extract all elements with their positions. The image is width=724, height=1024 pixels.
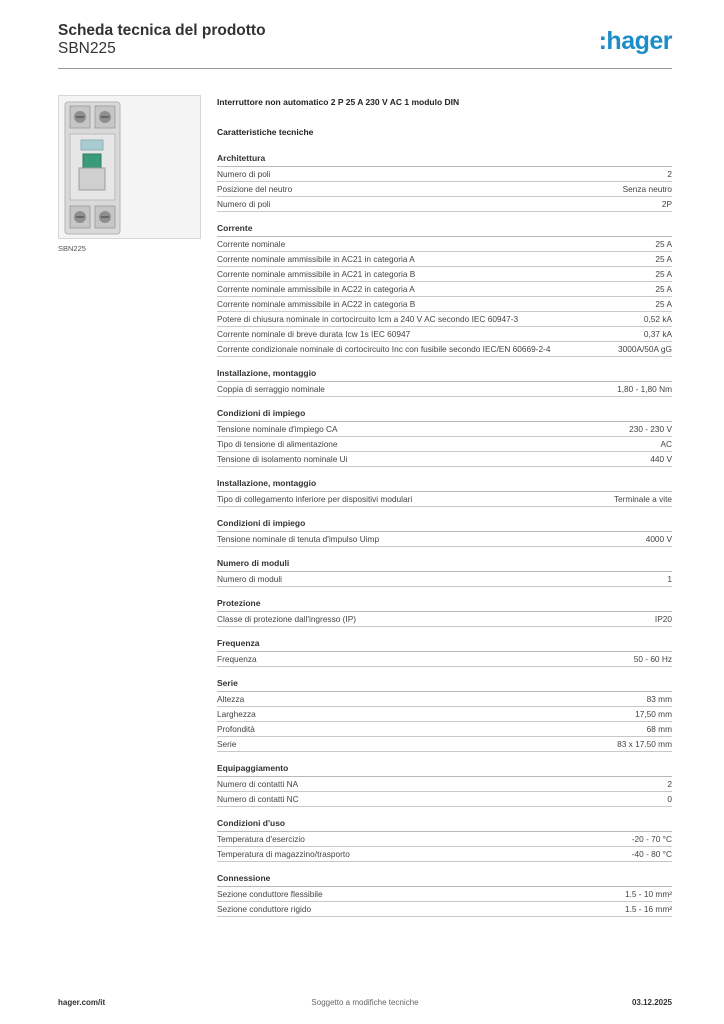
spec-label: Larghezza <box>217 709 256 719</box>
document-title: Scheda tecnica del prodotto <box>58 22 266 39</box>
spec-label: Posizione del neutro <box>217 184 293 194</box>
spec-value: 83 x 17.50 mm <box>617 739 672 749</box>
spec-row <box>217 847 672 862</box>
circuit-switch-illustration <box>59 96 200 238</box>
section-title: Connessione <box>217 872 672 887</box>
spec-value: 2 <box>667 779 672 789</box>
spec-label: Numero di poli <box>217 169 271 179</box>
spec-row <box>217 267 672 282</box>
section-title: Installazione, montaggio <box>217 367 672 382</box>
section-title: Protezione <box>217 597 672 612</box>
spec-label: Sezione conduttore rigido <box>217 904 312 914</box>
spec-value: 2 <box>667 169 672 179</box>
spec-row <box>217 182 672 197</box>
spec-row <box>217 707 672 722</box>
hager-logo: :hager <box>598 27 672 55</box>
section-title: Architettura <box>217 152 672 167</box>
spec-value: 25 A <box>655 269 672 279</box>
spec-value: 0 <box>667 794 672 804</box>
spec-value: Senza neutro <box>622 184 672 194</box>
spec-label: Numero di poli <box>217 199 271 209</box>
spec-row <box>217 167 672 182</box>
spec-value: 3000A/50A gG <box>618 344 672 354</box>
spec-row <box>217 327 672 342</box>
spec-row <box>217 572 672 587</box>
footer-disclaimer: Soggetto a modifiche tecniche <box>311 998 419 1007</box>
spec-row <box>217 692 672 707</box>
section-title: Equipaggiamento <box>217 762 672 777</box>
spec-sections <box>217 152 672 917</box>
product-title: Interruttore non automatico 2 P 25 A 230 V AC 1 modulo DIN <box>217 97 460 107</box>
spec-row <box>217 297 672 312</box>
spec-label: Tensione nominale d'impiego CA <box>217 424 338 434</box>
spec-row <box>217 792 672 807</box>
spec-row <box>217 382 672 397</box>
spec-value: AC <box>660 439 672 449</box>
spec-value: 0,52 kA <box>643 314 672 324</box>
spec-row <box>217 832 672 847</box>
spec-value: 4000 V <box>645 534 672 544</box>
product-image <box>58 95 201 239</box>
spec-heading: Caratteristiche tecniche <box>217 127 314 137</box>
spec-value: 230 - 230 V <box>629 424 672 434</box>
spec-value: 17,50 mm <box>635 709 672 719</box>
page-header <box>58 22 672 68</box>
spec-value: 83 mm <box>646 694 672 704</box>
spec-label: Coppia di serraggio nominale <box>217 384 325 394</box>
spec-label: Sezione conduttore flessibile <box>217 889 323 899</box>
spec-value: 1.5 - 10 mm² <box>624 889 672 899</box>
spec-row <box>217 422 672 437</box>
section-title: Frequenza <box>217 637 672 652</box>
spec-row <box>217 532 672 547</box>
spec-row <box>217 722 672 737</box>
spec-row <box>217 312 672 327</box>
spec-row <box>217 342 672 357</box>
footer-website: hager.com/it <box>58 998 106 1007</box>
spec-label: Temperatura di magazzino/trasporto <box>217 849 350 859</box>
spec-row <box>217 197 672 212</box>
spec-value: 50 - 60 Hz <box>633 654 672 664</box>
spec-label: Altezza <box>217 694 245 704</box>
spec-label: Corrente nominale ammissibile in AC21 in categoria A <box>217 254 415 264</box>
section-title: Numero di moduli <box>217 557 672 572</box>
section-title: Condizioni di impiego <box>217 407 672 422</box>
spec-row <box>217 437 672 452</box>
spec-row <box>217 737 672 752</box>
spec-value: 25 A <box>655 284 672 294</box>
spec-value: 25 A <box>655 239 672 249</box>
spec-label: Corrente condizionale nominale di cortocircuito Inc con fusibile secondo IEC/EN 60669-2-4 <box>217 344 551 354</box>
spec-label: Corrente nominale ammissibile in AC22 in categoria B <box>217 299 416 309</box>
spec-label: Classe di protezione dall'ingresso (IP) <box>217 614 357 624</box>
section-title: Condizioni di impiego <box>217 517 672 532</box>
spec-value: -20 - 70 °C <box>631 834 672 844</box>
spec-value: 25 A <box>655 254 672 264</box>
spec-label: Corrente nominale di breve durata Icw 1s IEC 60947 <box>217 329 411 339</box>
spec-value: -40 - 80 °C <box>631 849 672 859</box>
spec-label: Numero di moduli <box>217 574 283 584</box>
spec-label: Numero di contatti NA <box>217 779 299 789</box>
section-title: Corrente <box>217 222 672 237</box>
spec-value: 0,37 kA <box>643 329 672 339</box>
spec-label: Corrente nominale <box>217 239 286 249</box>
product-code: SBN225 <box>58 40 116 57</box>
spec-value: 68 mm <box>646 724 672 734</box>
spec-value: 1,80 - 1,80 Nm <box>617 384 672 394</box>
spec-label: Profondità <box>217 724 255 734</box>
spec-row <box>217 282 672 297</box>
spec-label: Corrente nominale ammissibile in AC21 in categoria B <box>217 269 416 279</box>
spec-row <box>217 652 672 667</box>
spec-value: 440 V <box>650 454 672 464</box>
image-caption: SBN225 <box>58 244 86 253</box>
section-title: Installazione, montaggio <box>217 477 672 492</box>
spec-label: Tensione nominale di tenuta d'impulso Uimp <box>217 534 380 544</box>
spec-sheet <box>217 96 672 917</box>
spec-label: Frequenza <box>217 654 257 664</box>
spec-label: Serie <box>217 739 237 749</box>
spec-label: Tipo di tensione di alimentazione <box>217 439 338 449</box>
spec-row <box>217 887 672 902</box>
spec-value: 25 A <box>655 299 672 309</box>
spec-label: Temperatura d'esercizio <box>217 834 305 844</box>
spec-label: Potere di chiusura nominale in cortocircuito Icm a 240 V AC secondo IEC 60947-3 <box>217 314 519 324</box>
spec-value: 2P <box>661 199 672 209</box>
section-title: Condizioni d'uso <box>217 817 672 832</box>
spec-value: Terminale a vite <box>613 494 672 504</box>
spec-label: Numero di contatti NC <box>217 794 299 804</box>
spec-label: Tensione di isolamento nominale Ui <box>217 454 348 464</box>
header-divider <box>58 68 672 69</box>
spec-label: Tipo di collegamento inferiore per dispositivi modulari <box>217 494 413 504</box>
spec-row <box>217 252 672 267</box>
spec-row <box>217 492 672 507</box>
section-title: Serie <box>217 677 672 692</box>
spec-row <box>217 237 672 252</box>
footer-date: 03.12.2025 <box>631 998 672 1007</box>
spec-value: 1 <box>667 574 672 584</box>
spec-row <box>217 902 672 917</box>
spec-value: IP20 <box>654 614 672 624</box>
spec-row <box>217 452 672 467</box>
spec-row <box>217 777 672 792</box>
spec-label: Corrente nominale ammissibile in AC22 in categoria A <box>217 284 415 294</box>
spec-row <box>217 612 672 627</box>
spec-value: 1.5 - 16 mm² <box>624 904 672 914</box>
